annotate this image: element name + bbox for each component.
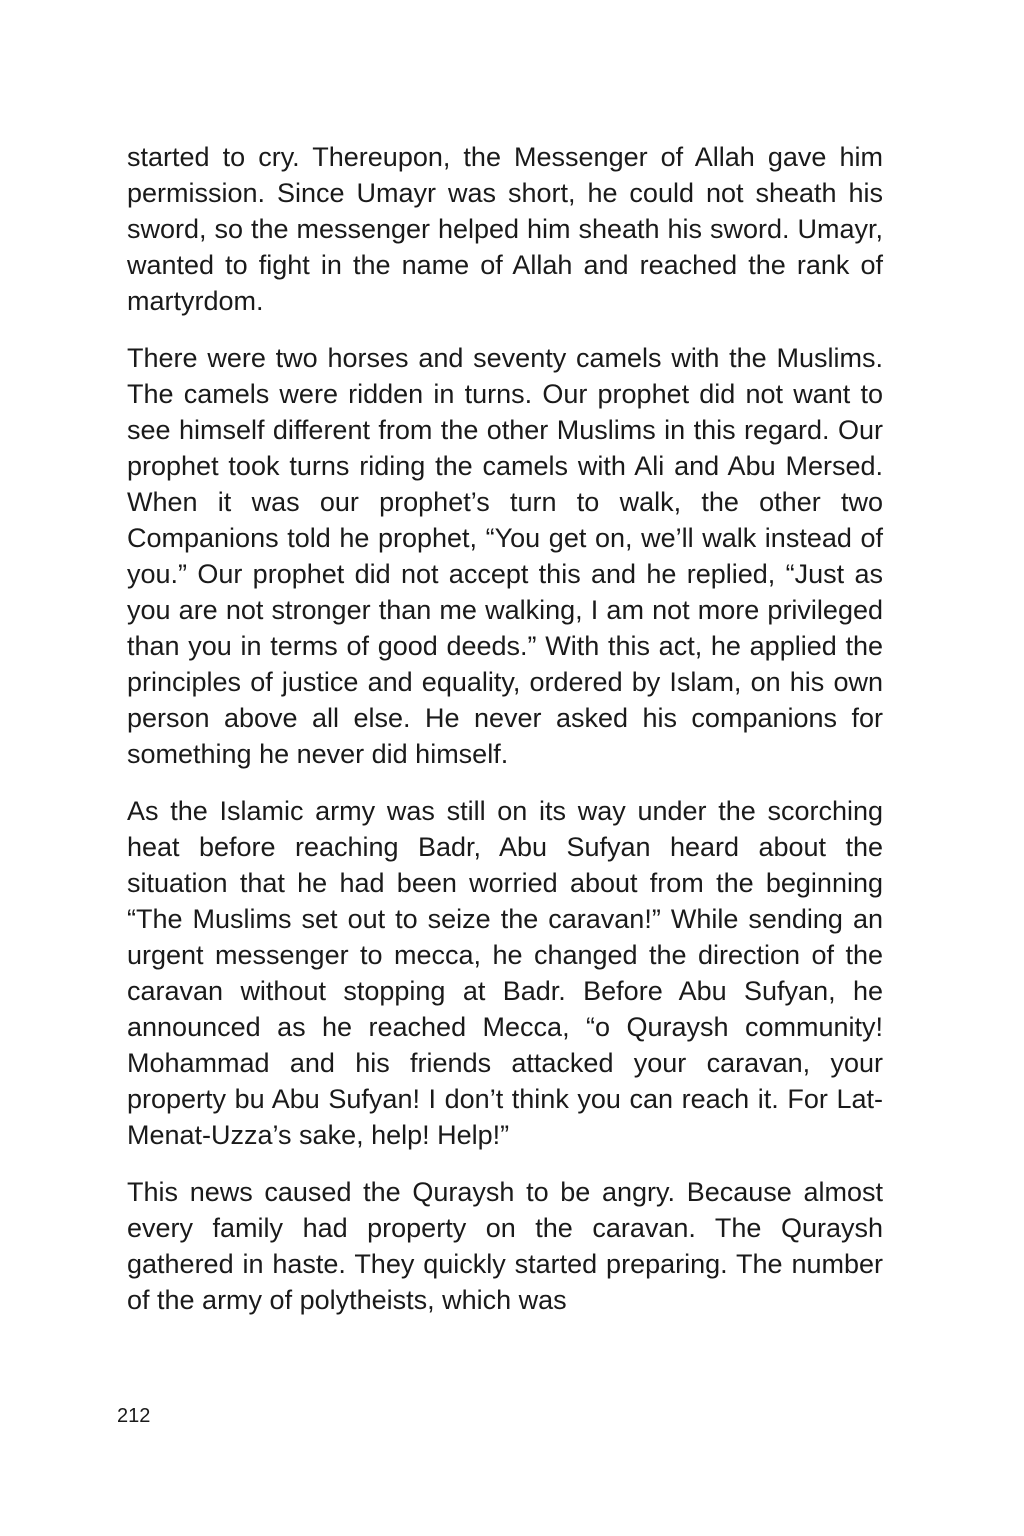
body-text [127, 139, 883, 1318]
paragraph-quraysh: This news caused the Quraysh to be angry. Because almost every family had property on the caravan. The Quraysh gathered in haste. They quickly started preparing. The number of the army of polytheists, which was [127, 1177, 883, 1315]
page-number: 212 [117, 1405, 151, 1427]
paragraph-abu-sufyan: As the Islamic army was still on its way under the scorching heat before reaching Badr, Abu Sufyan heard about the situation that he had been worried about from the beginning “The Muslims set out to seize the caravan!” While sending an urgent messenger to mecca, he changed the direction of the caravan without stopping at Badr. Before Abu Sufyan, he announced as he reached Mecca, “o Quraysh community! Mohammad and his friends attacked your caravan, your property bu Abu Sufyan! I don’t think you can reach it. For Lat-Menat-Uzza’s sake, help! Help!” [127, 796, 883, 1150]
paragraph-umayr: started to cry. Thereupon, the Messenger of Allah gave him permission. Since Umayr was short, he could not sheath his sword, so the messenger helped him sheath his sword. Umayr, wanted to fight in the name of Allah and reached the rank of martyrdom. [127, 142, 883, 316]
paragraph-camels: There were two horses and seventy camels with the Muslims. The camels were ridden in turns. Our prophet did not want to see himself different from the other Muslims in this regard. Our prophet took turns riding the camels with Ali and Abu Mersed. When it was our prophet’s turn to walk, the other two Companions told he prophet, “You get on, we’ll walk instead of you.” Our prophet did not accept this and he replied, “Just as you are not stronger than me walking, I am not more privileged than you in terms of good deeds.” With this act, he applied the principles of justice and equality, ordered by Islam, on his own person above all else. He never asked his companions for something he never did himself. [127, 343, 883, 769]
